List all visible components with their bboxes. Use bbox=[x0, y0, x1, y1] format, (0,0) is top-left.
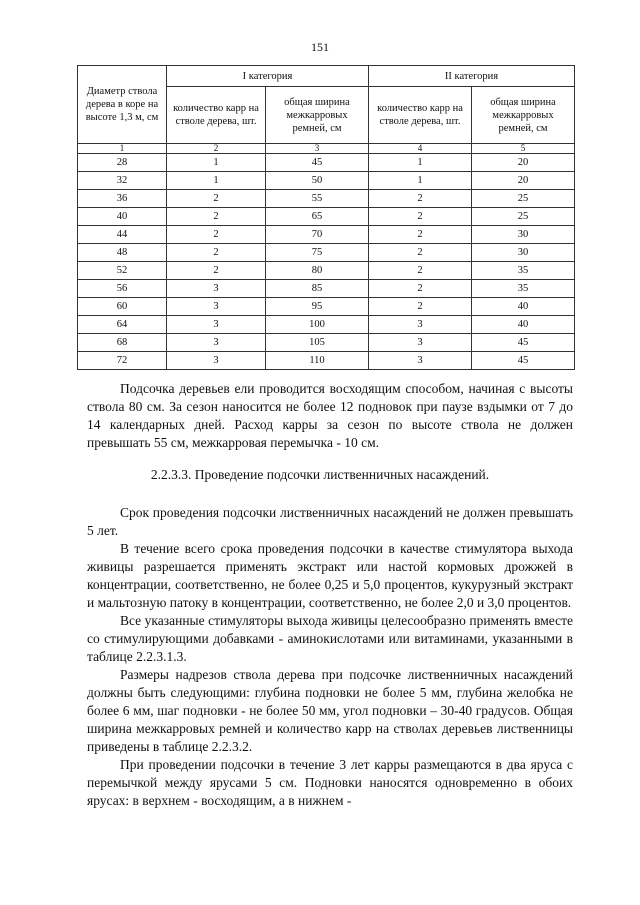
table-header-row bbox=[78, 66, 575, 87]
table-cell: 50 bbox=[266, 172, 369, 190]
table-cell: 1 bbox=[167, 172, 266, 190]
table-cell: 2 bbox=[167, 226, 266, 244]
table-cell: 2 bbox=[369, 226, 472, 244]
data-table bbox=[77, 65, 575, 370]
table-cell: 2 bbox=[167, 208, 266, 226]
table-cell: 52 bbox=[78, 262, 167, 280]
table-cell: 65 bbox=[266, 208, 369, 226]
table-row bbox=[78, 334, 575, 352]
paragraph: В течение всего срока проведения подсочки в качестве стимулятора выхода живицы разрешается применять экстракт или настой кормовых дрожжей в концентрации, соответственно, не более 0,25 и 5,0 процентов, кукурузный экстракт и мальтозную патоку в концентрации, соответственно, не более 2,0 и 3,0 процентов. bbox=[87, 541, 573, 610]
table-cell: 45 bbox=[266, 154, 369, 172]
table-row bbox=[78, 172, 575, 190]
table-cell: 35 bbox=[472, 262, 575, 280]
table-cell: 20 bbox=[472, 172, 575, 190]
col-header-width-2: общая ширина межкарровых ремней, см bbox=[472, 87, 575, 144]
table-cell: 25 bbox=[472, 208, 575, 226]
table-row bbox=[78, 190, 575, 208]
table-cell: 20 bbox=[472, 154, 575, 172]
table-cell: 1 bbox=[167, 154, 266, 172]
section-heading: 2.2.3.3. Проведение подсочки лиственничных насаждений. bbox=[150, 467, 490, 482]
paragraph: Все указанные стимуляторы выхода живицы целесообразно применять вместе со стимулирующими добавками - аминокислотами или витаминами, указанными в таблице 2.2.3.1.3. bbox=[87, 613, 573, 664]
table-cell: 25 bbox=[472, 190, 575, 208]
paragraph: При проведении подсочки в течение 3 лет карры размещаются в два яруса с перемычкой между ярусами 5 см. Подновки наносятся одновременно в обоих ярусах: в верхнем - восходящим, а в нижнем - bbox=[87, 757, 573, 808]
table-row bbox=[78, 298, 575, 316]
table-cell: 100 bbox=[266, 316, 369, 334]
table-cell: 44 bbox=[78, 226, 167, 244]
table-cell: 110 bbox=[266, 352, 369, 370]
column-number-row bbox=[78, 144, 575, 154]
table-cell: 2 bbox=[369, 244, 472, 262]
col-header-diameter: Диаметр ствола дерева в коре на высоте 1,3 м, см bbox=[78, 66, 167, 144]
table-cell: 3 bbox=[167, 316, 266, 334]
table-cell: 2 bbox=[167, 190, 266, 208]
table-cell: 2 bbox=[167, 244, 266, 262]
col-number: 2 bbox=[167, 144, 266, 154]
table-row bbox=[78, 352, 575, 370]
table-cell: 45 bbox=[472, 334, 575, 352]
table-cell: 35 bbox=[472, 280, 575, 298]
table-cell: 30 bbox=[472, 244, 575, 262]
table-cell: 48 bbox=[78, 244, 167, 262]
table-cell: 40 bbox=[78, 208, 167, 226]
table-cell: 70 bbox=[266, 226, 369, 244]
table-cell: 3 bbox=[167, 298, 266, 316]
table-cell: 40 bbox=[472, 316, 575, 334]
table-cell: 3 bbox=[167, 352, 266, 370]
table-cell: 56 bbox=[78, 280, 167, 298]
body-text bbox=[87, 504, 573, 810]
table-cell: 2 bbox=[369, 262, 472, 280]
col-number: 3 bbox=[266, 144, 369, 154]
table-cell: 80 bbox=[266, 262, 369, 280]
col-header-width-1: общая ширина межкарровых ремней, см bbox=[266, 87, 369, 144]
table-cell: 105 bbox=[266, 334, 369, 352]
table-row bbox=[78, 154, 575, 172]
col-header-count-2: количество карр на стволе дерева, шт. bbox=[369, 87, 472, 144]
table-cell: 55 bbox=[266, 190, 369, 208]
table-cell: 60 bbox=[78, 298, 167, 316]
paragraph: Размеры надрезов ствола дерева при подсочке лиственничных насаждений должны быть следующими: глубина подновки не более 5 мм, глубина желобка не более 6 мм, шаг подновки - не более 50 мм, угол подновки – 30-40 градусов. Общая ширина межкарровых ремней и количество карр на стволах деревьев лиственницы приведены в таблице 2.2.3.2. bbox=[87, 667, 573, 754]
table-row bbox=[78, 208, 575, 226]
table-cell: 2 bbox=[369, 190, 472, 208]
paragraph-spruce-tapping bbox=[87, 380, 573, 452]
table-cell: 2 bbox=[369, 208, 472, 226]
table-cell: 95 bbox=[266, 298, 369, 316]
paragraph: Срок проведения подсочки лиственничных насаждений не должен превышать 5 лет. bbox=[87, 505, 573, 538]
table-row bbox=[78, 226, 575, 244]
table-cell: 40 bbox=[472, 298, 575, 316]
table-cell: 3 bbox=[167, 280, 266, 298]
col-group-category-2: II категория bbox=[369, 66, 575, 87]
table-cell: 85 bbox=[266, 280, 369, 298]
col-header-count-1: количество карр на стволе дерева, шт. bbox=[167, 87, 266, 144]
col-number: 5 bbox=[472, 144, 575, 154]
table-cell: 36 bbox=[78, 190, 167, 208]
table-cell: 75 bbox=[266, 244, 369, 262]
table-cell: 30 bbox=[472, 226, 575, 244]
table-row bbox=[78, 280, 575, 298]
table-cell: 1 bbox=[369, 154, 472, 172]
col-group-category-1: I категория bbox=[167, 66, 369, 87]
table-row bbox=[78, 262, 575, 280]
paragraph: Подсочка деревьев ели проводится восходящим способом, начиная с высоты ствола 80 см. За сезон наносится не более 12 подновок при паузе вздымки от 7 до 14 календарных дней. Расход карры за сезон по высоте ствола не должен превышать 55 см, межкарровая перемычка - 10 см. bbox=[87, 381, 573, 450]
table-row bbox=[78, 244, 575, 262]
table-cell: 3 bbox=[369, 352, 472, 370]
table-cell: 72 bbox=[78, 352, 167, 370]
table-cell: 2 bbox=[369, 298, 472, 316]
col-number: 1 bbox=[78, 144, 167, 154]
table-cell: 3 bbox=[167, 334, 266, 352]
table-cell: 3 bbox=[369, 334, 472, 352]
table-cell: 68 bbox=[78, 334, 167, 352]
table-cell: 2 bbox=[369, 280, 472, 298]
table-cell: 32 bbox=[78, 172, 167, 190]
table-row bbox=[78, 316, 575, 334]
table-cell: 1 bbox=[369, 172, 472, 190]
page-number: 151 bbox=[311, 40, 329, 54]
table-cell: 45 bbox=[472, 352, 575, 370]
table-cell: 2 bbox=[167, 262, 266, 280]
table-cell: 3 bbox=[369, 316, 472, 334]
table-cell: 64 bbox=[78, 316, 167, 334]
table-cell: 28 bbox=[78, 154, 167, 172]
col-number: 4 bbox=[369, 144, 472, 154]
